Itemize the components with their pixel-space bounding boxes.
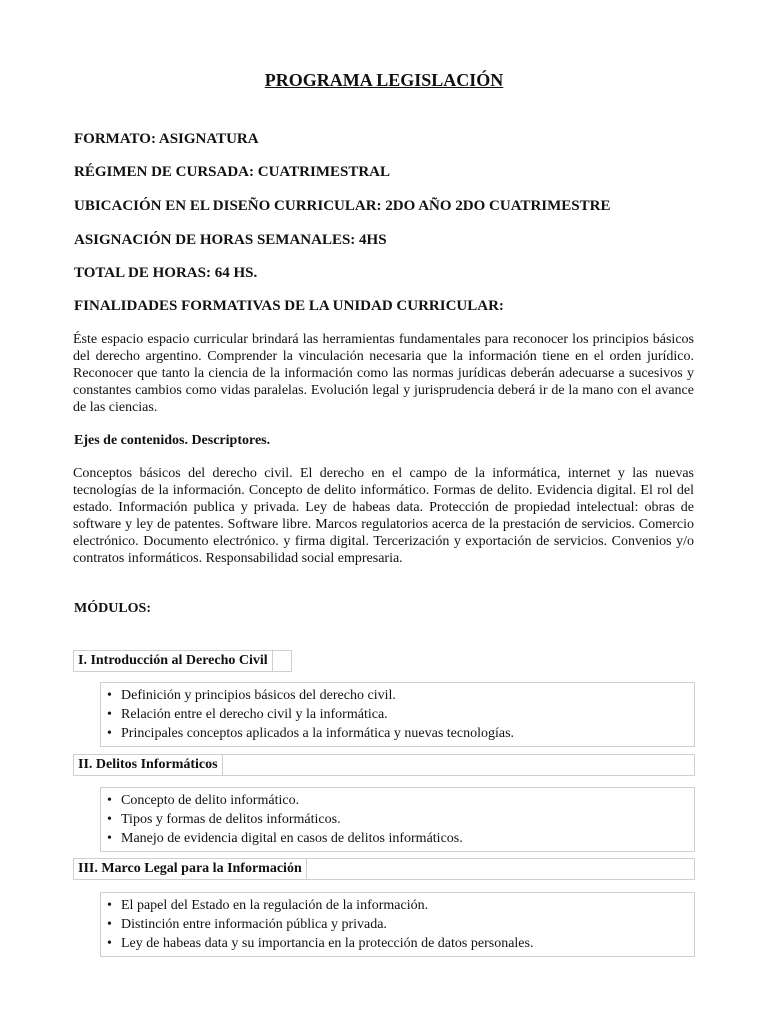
horas-semanales-field: ASIGNACIÓN DE HORAS SEMANALES: 4HS [74, 232, 387, 248]
module-header-1 [73, 650, 292, 672]
list-item-text: Tipos y formas de delitos informáticos. [121, 812, 341, 827]
list-item-text: Relación entre el derecho civil y la informática. [121, 707, 388, 722]
list-item-text: Concepto de delito informático. [121, 793, 300, 808]
ejes-paragraph: Conceptos básicos del derecho civil. El derecho en el campo de la informática, internet y las nuevas tecnologías de la información. Concepto de delito informático. Formas de delito. Evidencia digital. El rol del estado. Información publica y privada. Ley de habeas data. Protección de propiedad intelectual: obras de software y ley de patentes. Software libre. Marcos regulatorios acerca de la prestación de servicios. Comercio electrónico. Documento electrónico. y firma digital. Tercerización y exportación de servicios. Convenios y/o contratos informáticos. Responsabilidad social empresaria. [73, 466, 694, 566]
total-horas-field: TOTAL DE HORAS: 64 HS. [74, 265, 258, 281]
bullet-icon: • [107, 726, 112, 741]
list-item [107, 810, 694, 829]
module-list-2 [100, 787, 695, 852]
list-item [107, 915, 694, 934]
bullet-icon: • [107, 898, 112, 913]
modulos-heading: MÓDULOS: [74, 601, 151, 616]
bullet-icon: • [107, 936, 112, 951]
list-item [107, 724, 694, 743]
list-item-text: El papel del Estado en la regulación de la información. [121, 898, 429, 913]
bullet-icon: • [107, 812, 112, 827]
page-title: PROGRAMA LEGISLACIÓN [264, 70, 504, 90]
module-header-3 [73, 858, 695, 880]
module-title: III. Marco Legal para la Información [74, 859, 307, 879]
list-item [107, 896, 694, 915]
module-title: II. Delitos Informáticos [74, 755, 223, 775]
formato-field: FORMATO: ASIGNATURA [74, 131, 259, 147]
bullet-icon: • [107, 793, 112, 808]
module-list-3 [100, 892, 695, 957]
ejes-heading: Ejes de contenidos. Descriptores. [74, 433, 271, 448]
regimen-field: RÉGIMEN DE CURSADA: CUATRIMESTRAL [74, 164, 390, 180]
list-item-text: Definición y principios básicos del derecho civil. [121, 688, 396, 703]
bullet-icon: • [107, 707, 112, 722]
module-header-2 [73, 754, 695, 776]
list-item-text: Ley de habeas data y su importancia en la protección de datos personales. [121, 936, 534, 951]
finalidades-heading: FINALIDADES FORMATIVAS DE LA UNIDAD CURRICULAR: [74, 298, 504, 314]
list-item [107, 686, 694, 705]
list-item [107, 934, 694, 953]
list-item [107, 705, 694, 724]
bullet-icon: • [107, 917, 112, 932]
list-item-text: Principales conceptos aplicados a la informática y nuevas tecnologías. [121, 726, 515, 741]
module-list-1 [100, 682, 695, 747]
list-item [107, 791, 694, 810]
bullet-icon: • [107, 831, 112, 846]
finalidades-paragraph: Éste espacio espacio curricular brindará las herramientas fundamentales para reconocer los principios básicos del derecho argentino. Comprender la vinculación necesaria que la información tiene en el orden jurídico. Reconocer que tanto la ciencia de la información como las normas jurídicas deberán adecuarse a sucesivos y constantes cambios como vidas paralelas. Evolución legal y jurisprudencia deberá ir de la mano con el avance de las ciencias. [73, 332, 694, 415]
ubicacion-field: UBICACIÓN EN EL DISEÑO CURRICULAR: 2DO AÑO 2DO CUATRIMESTRE [74, 198, 611, 214]
list-item [107, 829, 694, 848]
module-title: I. Introducción al Derecho Civil [74, 651, 273, 671]
bullet-icon: • [107, 688, 112, 703]
list-item-text: Manejo de evidencia digital en casos de delitos informáticos. [121, 831, 463, 846]
list-item-text: Distinción entre información pública y privada. [121, 917, 387, 932]
